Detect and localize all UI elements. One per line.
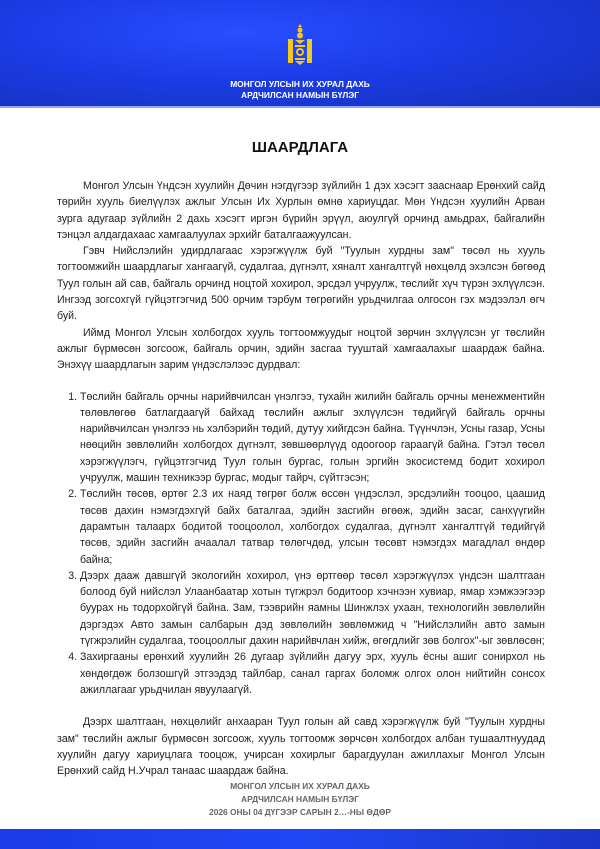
list-item: 3. Дээрх дааж давшгүй экологийн хохирол, үнэ өртгөөр төсөл хэрэгжүүлэх үндсэн шалтгаан болоод буй нийслэл Улаанбаатар хотын түгжрэл бодитоор хэчнээн хувиар, ямар хэмжээгээр буурах нь тодорхойгүй байна. Зам, тээврийн яамны Шинжлэх ухаан, технологийн зөвлөлийн дэргэдэх Авто замын салбарын дэд зөвлөлийн зөвлөмжид ч "Нийслэлийн авто замын түгжрэлийн судалгаа, тооцооллыг дахин нарийвчлан хийж, өгөгдлийг зөв болгох"-ыг зөвлөсөн; [80,568,545,649]
paragraph: Гэвч Нийслэлийн удирдлагаас хэрэгжүүлж буй "Туулын хурдны зам" төсөл нь хууль тогтоомжийн шаардлагыг хангаагүй, судалгаа, дүгнэлт, хяналт хангалтгүй нөхцөлд эхэлсэн бөгөөд Туул голын ай сав, байгаль орчинд ноцтой хохирол, эрсдэл учруулж, төслийг хүч түрэн эхлүүлсэн. Ингээд зогсохгүй гүйцэтгэгчид 500 орчим тэрбум төгрөгийн урьдчилгаа олгосон гэх мэдээлэл өгч буй. [57,245,545,323]
list-item: 4. Захиргааны ерөнхий хуулийн 26 дугаар зүйлийн дагуу эрх, хууль ёсны ашиг сонирхол нь хөндөгдөж болзошгүй этгээдэд тайлбар, санал гаргах боломж олгох олон нийтийн сонсох ажиллагааг урьдчилан явуулаагүй. [80,649,545,698]
closing-paragraph: Дээрх шалтгаан, нөхцөлийг анхааран Туул голын ай савд хэрэгжүүлж буй "Туулын хурдны зам" төслийн ажлыг бүрмөсөн зогсоож, хууль тогтоомж зөрчсөн холбогдох албан тушаалтнуудад хуулийн дагуу хариуцлага тооцож, учирсан хохирлыг барагдуулан ажиллахыг Монгол Улсын Ерөнхий сайд Н.Учрал танаас шаардаж байна. [57,716,545,778]
paragraph: Монгол Улсын Үндсэн хуулийн Дөчин нэгдүгээр зүйлийн 1 дэх хэсэгт зааснаар Ерөнхий сайд төрийн хууль биелүүлэх ажлыг Улсын Их Хурлын өмнө хариуцдаг. Мөн Үндсэн хуулийн Арван зурга адугаар зүйлийн 2 дахь хэсэгт иргэн бүрийн эрүүл, аюулгүй орчинд амьдрах, байгалийн тэнцэл алдагдахаас хамгаалуулах эрхийг баталгаажуулсан. [57,180,545,241]
footer-date: 2026 ОНЫ 04 ДҮГЭЭР САРЫН 2…-НЫ ӨДӨР [209,807,391,817]
paragraph: Иймд Монгол Улсын холбогдох хууль тогтоомжуудыг ноцтой зөрчин эхлүүлсэн уг төслийн ажлыг бүрмөсөн зогсоож, байгаль орчин, эдийн засгаа тууштай хамгаалахыг шаардаж байна. Энэхүү шаардлагын зарим үндэслэлээс дурдвал: [57,326,545,372]
header-banner [0,0,600,108]
footer-line1: МОНГОЛ УЛСЫН ИХ ХУРАЛ ДАХЬ [230,781,370,791]
org-name-line2: АРДЧИЛСАН НАМЫН БҮЛЭГ [241,90,359,100]
list-item: 2. Төслийн төсөв, өртөг 2.3 их наяд төгрөг болж өссөн үндэслэл, эрсдэлийн тооцоо, цаашид төсөв дахин нэмэгдэхгүй байх баталгаа, эдийн засгийн өгөөж, эдийн засаг, санхүүгийн дарамтын талаарх бодитой тооцоолол, холбогдох судалгаа, дүгнэлт хангалтгүй төдийгүй төсөв, эдийн засгийн ачаалал татвар төлөгчдөд, улсын төсөвт нэмэгдэх магадлал өндөр байна; [80,486,545,567]
footer-line2: АРДЧИЛСАН НАМЫН БҮЛЭГ [241,794,359,804]
soyombo-emblem-icon [286,24,314,66]
header-divider [0,106,600,108]
document-title: ШААРДЛАГА [251,139,349,156]
org-name-line1: МОНГОЛ УЛСЫН ИХ ХУРАЛ ДАХЬ [230,79,370,89]
grounds-list [57,389,545,699]
list-item: 1. Төслийн байгаль орчны нарийвчилсан үнэлгээ, тухайн жилийн байгаль орчны менежментийн төлөвлөгөө батлагдаагүй байхад төслийн ажлыг эхлүүлсэн төдийгүй байгаль орчны нарийвчилсан үнэлгээ нь хэлбэрийн төдий, дутуу хийгдсэн байна. Түүнчлэн, Усны газар, Усны нөөцийн зөвлөлийн холбогдох дүгнэлт, зөвшөөрлүүд одоогоор гараагүй байна. Гэтэл төсөл хэрэгжүүлэгч, гүйцэтгэгчид Туул голын бургас, голын эргийн экосистемд бодит хохирол учруулж, машин техникээр бургас, модыг тайрч, сүйтгэсэн; [80,389,545,487]
document-body [57,178,545,779]
footer-band [0,829,600,849]
footer-signature [0,780,600,819]
